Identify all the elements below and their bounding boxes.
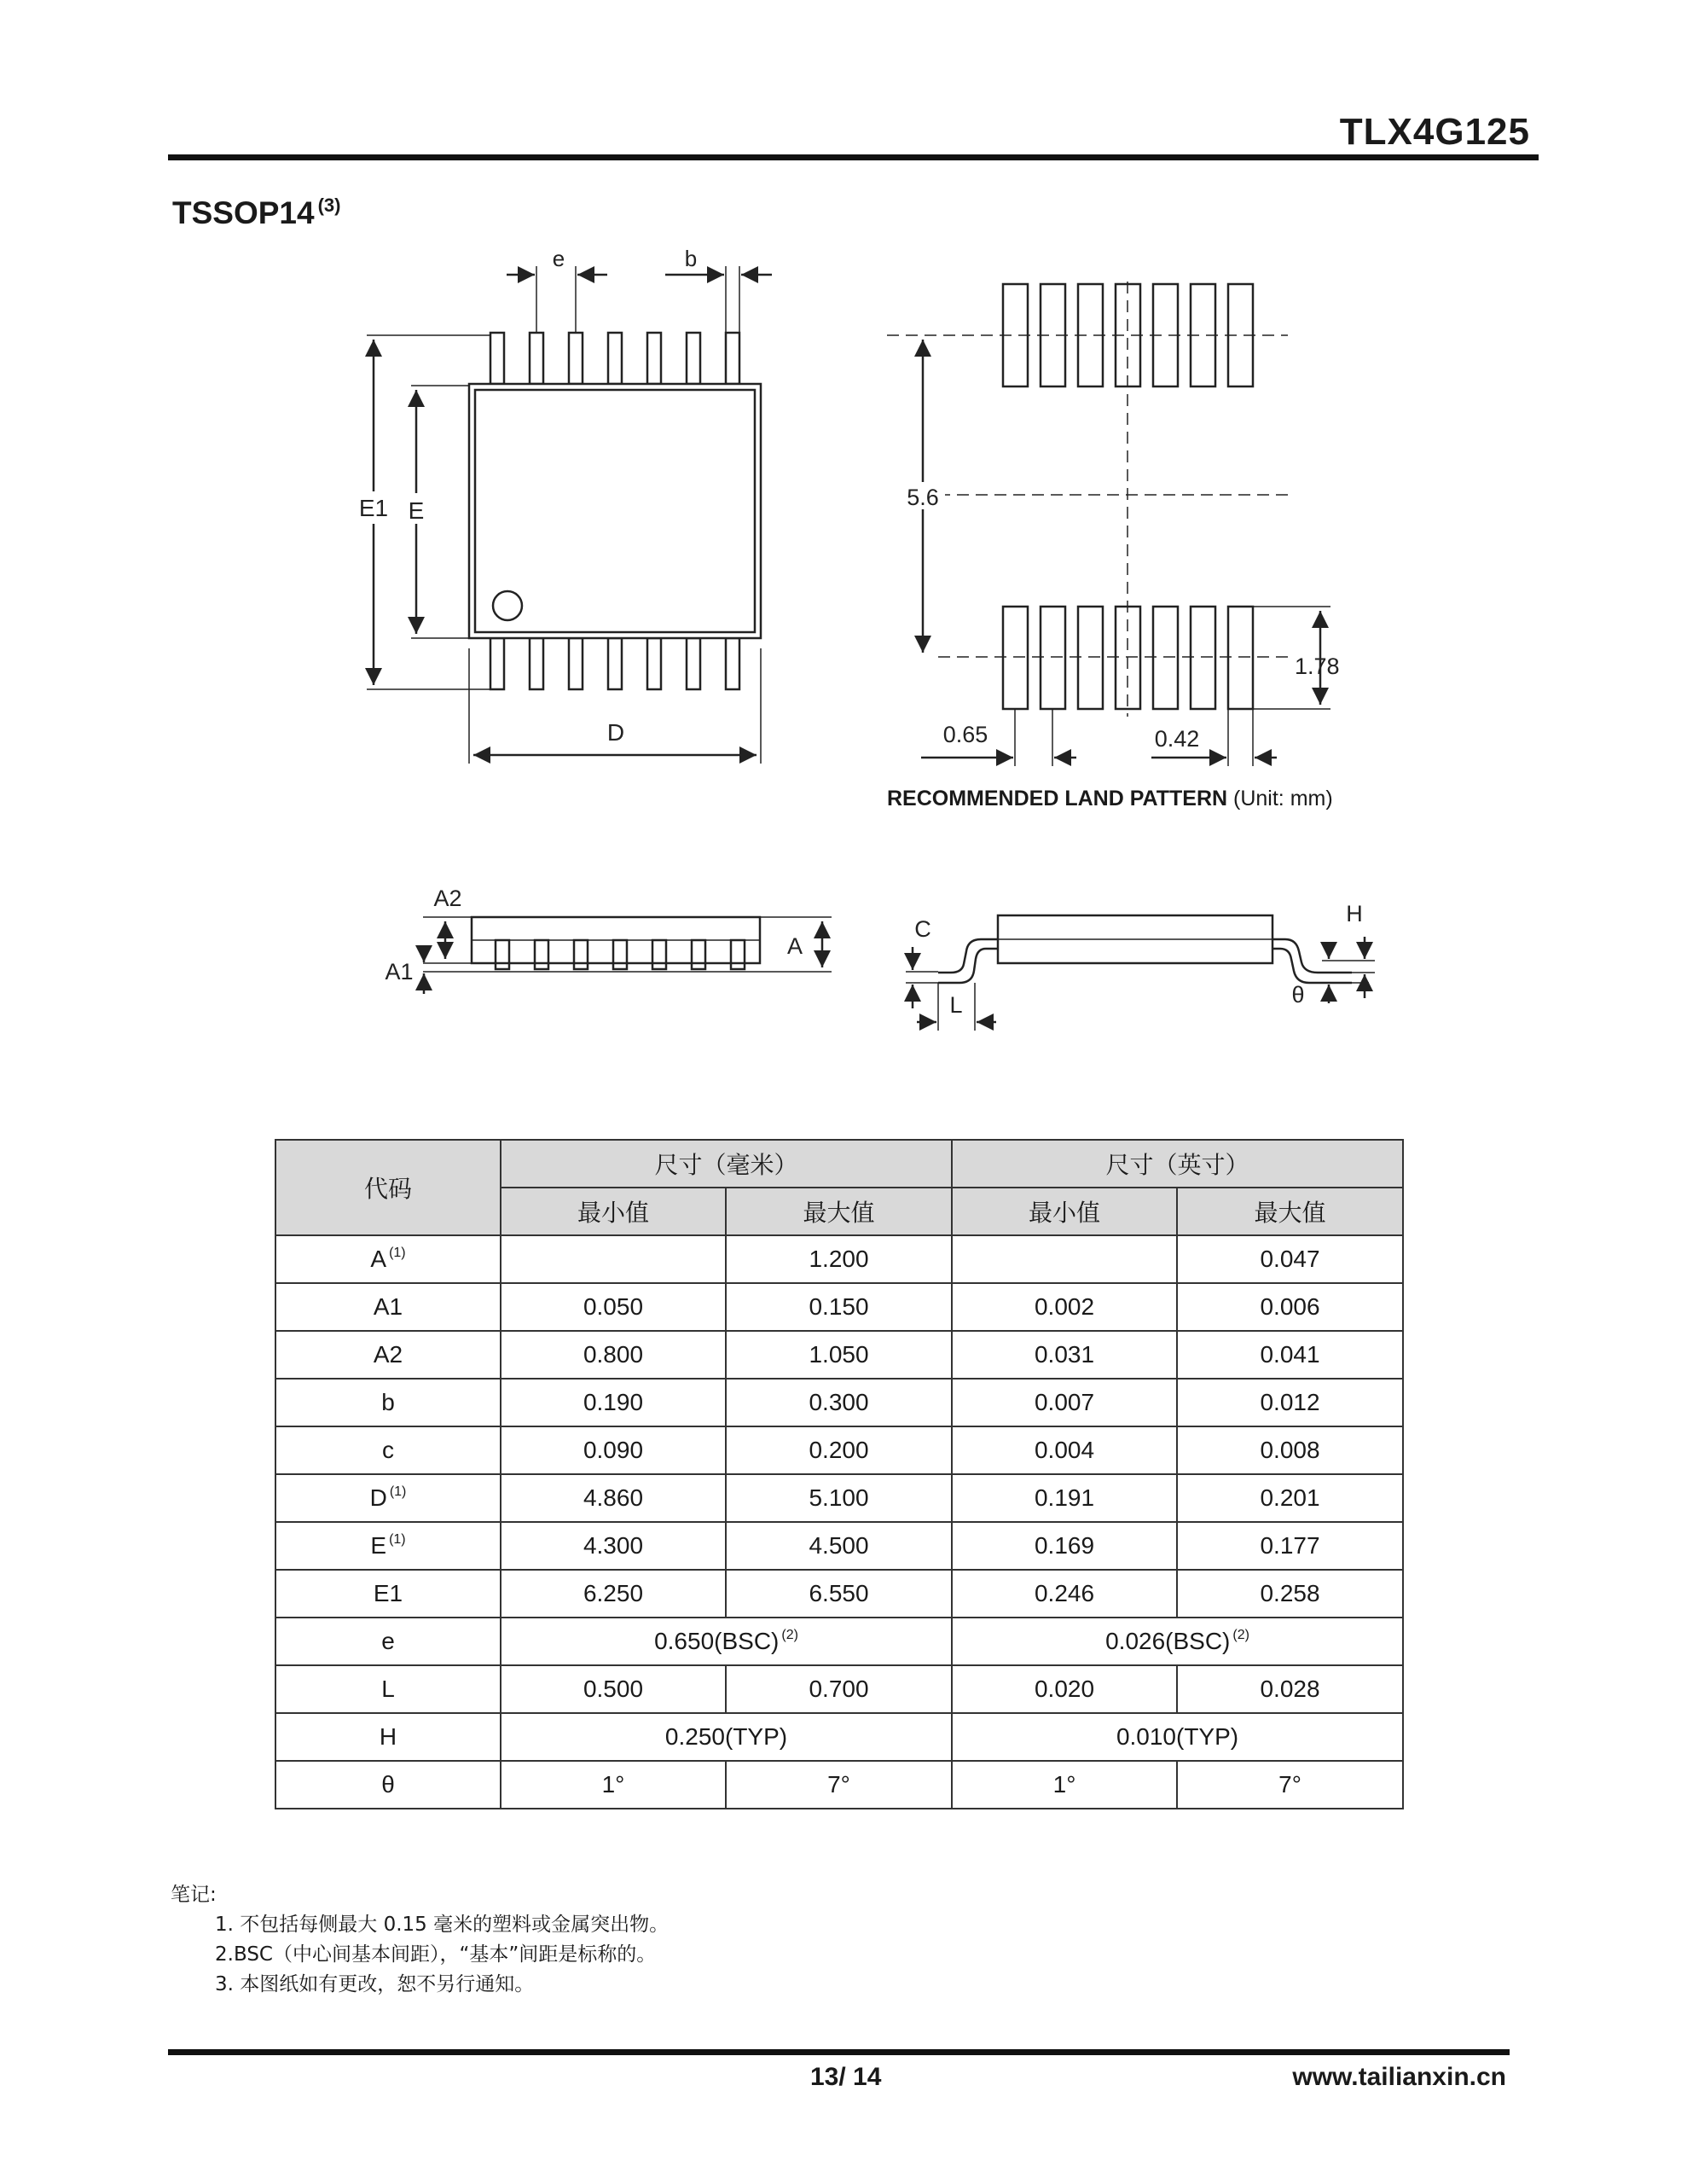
footer-rule — [168, 2049, 1510, 2055]
label-1-78: 1.78 — [1295, 653, 1340, 679]
label-H: H — [1346, 901, 1363, 926]
cell-in-max: 0.201 — [1177, 1474, 1403, 1522]
cell-in-max: 0.041 — [1177, 1331, 1403, 1379]
cell-in-min: 0.004 — [952, 1426, 1177, 1474]
notes — [171, 1880, 669, 2000]
table-row — [275, 1522, 1403, 1570]
cell-code: H — [275, 1713, 501, 1761]
cell-code: c — [275, 1426, 501, 1474]
cell-mm-max: 5.100 — [726, 1474, 952, 1522]
section-title-text: TSSOP14 — [172, 195, 315, 230]
cell-in-max: 0.008 — [1177, 1426, 1403, 1474]
table-row — [275, 1331, 1403, 1379]
cell-mm-min — [501, 1235, 726, 1283]
label-0-42: 0.42 — [1154, 726, 1200, 752]
note-item: 2.BSC（中心间基本间距），“基本”间距是标称的。 — [215, 1943, 657, 1966]
cell-in-max: 0.012 — [1177, 1379, 1403, 1426]
cell-mm-max: 4.500 — [726, 1522, 952, 1570]
cell-mm-min: 4.860 — [501, 1474, 726, 1522]
cell-mm-span: 0.650(BSC) $^{(2)}$ — [501, 1618, 952, 1665]
cell-code: D $^{(1)}$ — [275, 1474, 501, 1522]
cell-mm-max: 7° — [726, 1761, 952, 1809]
cell-code: A1 — [275, 1283, 501, 1331]
section-title-ref: (3) — [317, 195, 341, 216]
header-code: 代码 — [275, 1140, 501, 1235]
table-row — [275, 1426, 1403, 1474]
label-A: A — [786, 933, 803, 959]
table-row — [275, 1379, 1403, 1426]
cell-mm-max: 0.700 — [726, 1665, 952, 1713]
cell-mm-max: 0.150 — [726, 1283, 952, 1331]
cell-in-max: 0.258 — [1177, 1570, 1403, 1618]
cell-mm-max: 0.200 — [726, 1426, 952, 1474]
package-drawings — [0, 0, 1687, 1075]
cell-mm-max: 6.550 — [726, 1570, 952, 1618]
cell-code: E $^{(1)}$ — [275, 1522, 501, 1570]
label-E1: E1 — [358, 495, 389, 521]
notes-title: 笔记: — [171, 1884, 217, 1906]
cell-in-max: 0.006 — [1177, 1283, 1403, 1331]
cell-mm-span: 0.250(TYP) — [501, 1713, 952, 1761]
label-C: C — [914, 916, 931, 942]
note-item: 3. 本图纸如有更改，恕不另行通知。 — [215, 1973, 535, 1995]
cell-in-span: 0.026(BSC) $^{(2)}$ — [952, 1618, 1403, 1665]
cell-mm-max: 1.200 — [726, 1235, 952, 1283]
label-e: e — [552, 246, 565, 271]
cell-mm-min: 4.300 — [501, 1522, 726, 1570]
land-pattern-caption-title: RECOMMENDED LAND PATTERN — [887, 787, 1228, 810]
land-pattern-caption — [887, 787, 1333, 811]
label-A1: A1 — [385, 959, 414, 985]
label-L: L — [949, 992, 963, 1018]
label-D: D — [606, 719, 625, 746]
cell-in-min: 0.169 — [952, 1522, 1177, 1570]
label-theta: θ — [1291, 982, 1305, 1008]
land-pattern — [887, 282, 1330, 766]
cell-mm-min: 1° — [501, 1761, 726, 1809]
table-row — [275, 1761, 1403, 1809]
label-0-65: 0.65 — [942, 722, 988, 747]
label-b: b — [684, 246, 698, 271]
label-A2: A2 — [433, 886, 462, 911]
cell-code: b — [275, 1379, 501, 1426]
cell-code: A $^{(1)}$ — [275, 1235, 501, 1283]
cell-in-min: 1° — [952, 1761, 1177, 1809]
dimension-table — [275, 1139, 1404, 1809]
header-in-min: 最小值 — [952, 1188, 1177, 1235]
page-number: 13/ 14 — [810, 2063, 882, 2091]
table-row — [275, 1235, 1403, 1283]
header-mm-min: 最小值 — [501, 1188, 726, 1235]
cell-mm-min: 6.250 — [501, 1570, 726, 1618]
cell-in-max: 0.047 — [1177, 1235, 1403, 1283]
top-view — [367, 266, 772, 764]
side-view — [423, 917, 832, 994]
cell-mm-min: 0.800 — [501, 1331, 726, 1379]
lead-detail — [906, 915, 1375, 1031]
label-E: E — [408, 497, 425, 524]
header-in-max: 最大值 — [1177, 1188, 1403, 1235]
cell-mm-max: 0.300 — [726, 1379, 952, 1426]
cell-in-min: 0.031 — [952, 1331, 1177, 1379]
cell-mm-min: 0.050 — [501, 1283, 726, 1331]
cell-in-min: 0.007 — [952, 1379, 1177, 1426]
table-header-row — [275, 1140, 1403, 1188]
header-inch: 尺寸（英寸） — [952, 1140, 1403, 1188]
land-pattern-caption-unit: (Unit: mm) — [1233, 787, 1333, 810]
cell-in-min: 0.191 — [952, 1474, 1177, 1522]
cell-mm-max: 1.050 — [726, 1331, 952, 1379]
table-row — [275, 1283, 1403, 1331]
cell-in-max: 0.028 — [1177, 1665, 1403, 1713]
cell-in-max: 0.177 — [1177, 1522, 1403, 1570]
cell-in-min: 0.246 — [952, 1570, 1177, 1618]
note-item: 1. 不包括每侧最大 0.15 毫米的塑料或金属突出物。 — [215, 1914, 670, 1936]
cell-mm-min: 0.190 — [501, 1379, 726, 1426]
cell-mm-min: 0.090 — [501, 1426, 726, 1474]
header-mm-max: 最大值 — [726, 1188, 952, 1235]
part-number: TLX4G125 — [1339, 111, 1530, 153]
table-row — [275, 1665, 1403, 1713]
table-row — [275, 1618, 1403, 1665]
table-row — [275, 1474, 1403, 1522]
table-row — [275, 1713, 1403, 1761]
cell-in-min: 0.020 — [952, 1665, 1177, 1713]
label-5-6: 5.6 — [907, 485, 939, 510]
header-mm: 尺寸（毫米） — [501, 1140, 952, 1188]
cell-code: A2 — [275, 1331, 501, 1379]
cell-code: θ — [275, 1761, 501, 1809]
cell-in-min — [952, 1235, 1177, 1283]
website-link[interactable]: www.tailianxin.cn — [1292, 2063, 1506, 2091]
cell-in-max: 7° — [1177, 1761, 1403, 1809]
cell-in-min: 0.002 — [952, 1283, 1177, 1331]
cell-code: e — [275, 1618, 501, 1665]
cell-mm-min: 0.500 — [501, 1665, 726, 1713]
table-row — [275, 1570, 1403, 1618]
cell-code: L — [275, 1665, 501, 1713]
cell-in-span: 0.010(TYP) — [952, 1713, 1403, 1761]
cell-code: E1 — [275, 1570, 501, 1618]
